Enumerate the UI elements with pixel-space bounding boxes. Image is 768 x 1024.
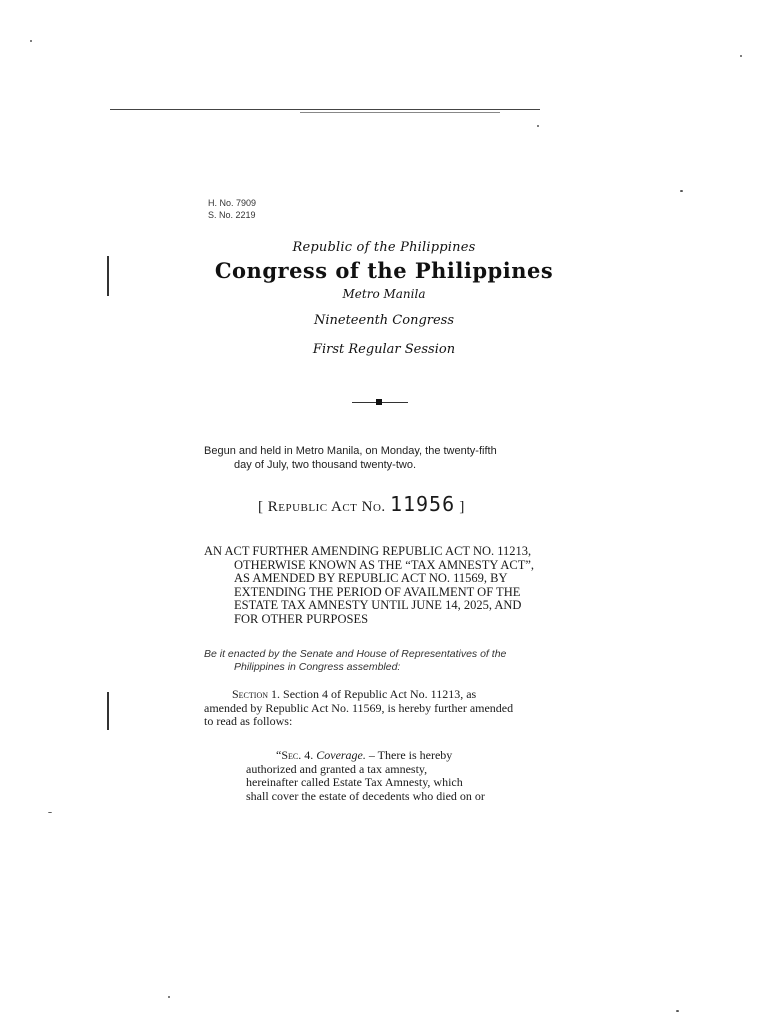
begun-statement [204,444,564,472]
location-heading: Metro Manila [342,287,426,301]
quoted-line-1-rest: – There is hereby [368,748,453,762]
enacting-clause-line-1: Be it enacted by the Senate and House of Representatives of the [204,648,507,660]
quoted-section-prefix: “Sec. 4. [276,748,314,762]
house-bill-number: H. No. 7909 [208,198,257,208]
section-1 [204,688,560,729]
scan-speck [48,812,52,813]
quoted-line-1 [246,749,508,763]
scan-speck [676,1010,679,1012]
quoted-section-title: Coverage. [316,748,366,762]
section-1-line-3: to read as follows: [204,714,293,728]
act-title [204,545,564,626]
scan-speck [168,996,170,998]
scan-speck [30,40,32,42]
quoted-line-2: authorized and granted a tax amnesty, [246,761,428,776]
begun-line-1: Begun and held in Metro Manila, on Monday, the twenty-fifth [204,445,497,457]
republic-act-label: Republic Act No. [267,499,386,515]
begun-line-2: day of July, two thousand twenty-two. [234,459,416,471]
act-title-line: AN ACT FURTHER AMENDING REPUBLIC ACT NO. 11213, [204,544,532,558]
session-heading: First Regular Session [312,342,456,357]
republic-act-number [258,492,465,516]
quoted-line-4: shall cover the estate of decedents who died on or [246,788,485,803]
open-bracket: [ [258,499,264,515]
scan-speck [680,190,683,192]
scan-speck [537,125,539,127]
scan-artifact-line [110,109,540,110]
republic-heading: Republic of the Philippines [292,240,476,255]
scan-speck [740,55,742,57]
senate-bill-number: S. No. 2219 [208,210,256,220]
congress-number-heading: Nineteenth Congress [313,313,455,328]
section-1-heading: Section 1. [232,687,281,701]
section-1-line-2: amended by Republic Act No. 11569, is hereby further amended [204,700,514,715]
congress-heading: Congress of the Philippines [214,258,554,283]
quoted-line-3: hereinafter called Estate Tax Amnesty, which [246,775,463,789]
enacting-clause [204,648,564,674]
section-1-line-1 [204,688,560,702]
act-title-line: AS AMENDED BY REPUBLIC ACT NO. 11569, BY [234,571,508,585]
act-title-line: ESTATE TAX AMNESTY UNTIL JUNE 14, 2025, AND [234,598,522,612]
margin-mark [107,692,109,730]
divider-ornament [352,398,408,406]
act-title-line: FOR OTHER PURPOSES [234,611,369,626]
close-bracket: ] [459,499,465,515]
republic-act-stamp: 11956 [389,492,456,516]
section-1-text: Section 4 of Republic Act No. 11213, as [283,687,477,701]
bill-numbers [208,197,256,221]
quoted-section-4 [246,749,508,803]
act-title-line: EXTENDING THE PERIOD OF AVAILMENT OF THE [234,584,521,599]
act-title-line: OTHERWISE KNOWN AS THE “TAX AMNESTY ACT”, [234,557,535,572]
enacting-clause-line-2: Philippines in Congress assembled: [234,661,401,673]
scan-artifact-line [300,112,500,113]
